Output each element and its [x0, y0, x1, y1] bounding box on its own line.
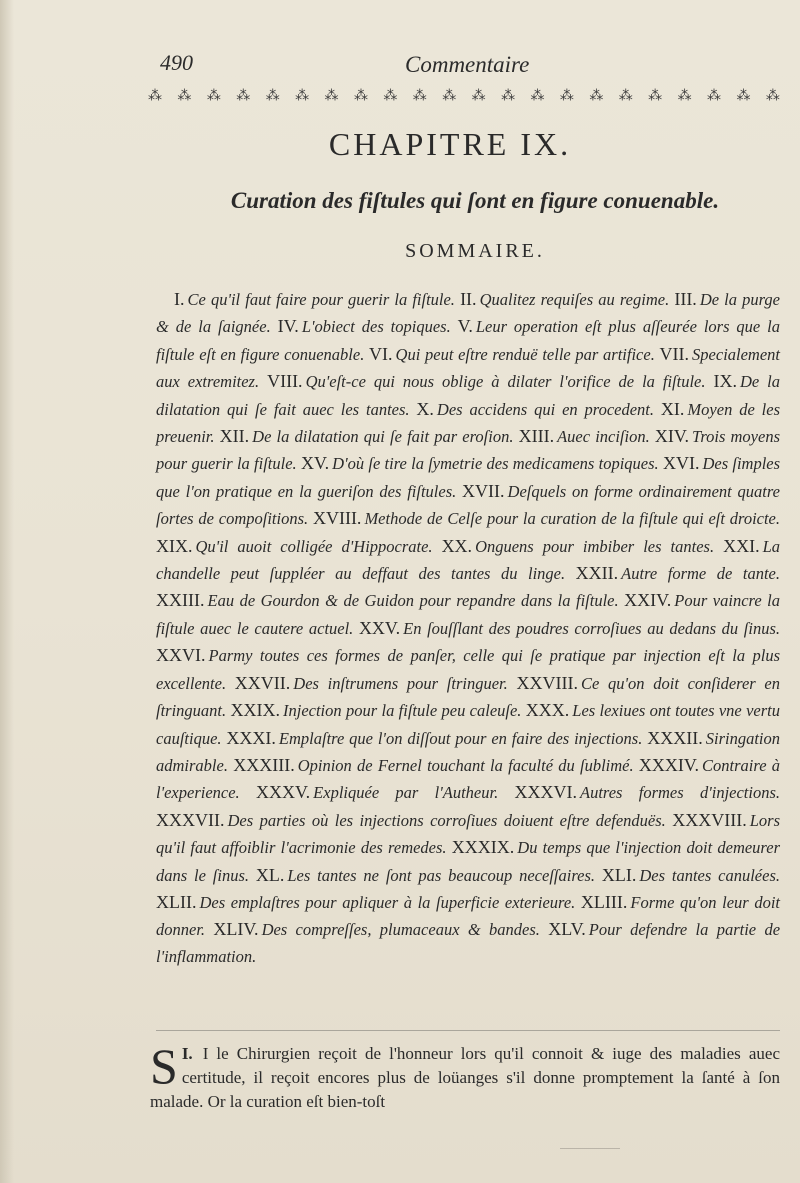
- sommaire-item-number: XXIX.: [230, 700, 280, 721]
- footer-rule: [560, 1148, 620, 1149]
- sommaire-item-number: XXX.: [525, 700, 570, 721]
- sommaire-item-number: XL.: [255, 864, 285, 885]
- sommaire-item-number: XXVI.: [156, 645, 206, 666]
- chapter-subtitle: Curation des fiſtules qui ſont en figure conuenable.: [230, 188, 720, 213]
- running-head: Commentaire: [405, 52, 530, 77]
- sommaire-item-text: De la purge & de la ſaignée.: [156, 290, 781, 337]
- dropcap-letter: S: [150, 1038, 178, 1094]
- ornament-glyph: ⁂: [501, 88, 516, 104]
- sommaire-item-number: VIII.: [267, 371, 303, 392]
- sommaire-item-text: De la dilatation qui ſe fait par eroſion.: [252, 427, 514, 447]
- sommaire-item-number: XVI.: [662, 453, 700, 474]
- ornament-glyph: ⁂: [265, 88, 280, 104]
- ornament-glyph: ⁂: [559, 88, 574, 104]
- ornament-glyph: ⁂: [677, 88, 692, 104]
- sommaire-item-text: Methode de Celſe pour la curation de la fiſtule qui eſt droicte.: [364, 509, 781, 529]
- sommaire-item-number: XLI.: [601, 864, 637, 885]
- sommaire-item-number: XV.: [300, 453, 330, 474]
- body-paragraph: [150, 1038, 780, 1114]
- sommaire-item-number: III.: [674, 289, 697, 309]
- sommaire-item-text: Injection pour la fiſtule peu caleuſe.: [282, 701, 522, 721]
- sommaire-item-text: Siringation admirable.: [156, 728, 780, 775]
- sommaire-item-text: Onguens pour imbiber les tantes.: [475, 536, 715, 556]
- sommaire-item-number: XXXIX.: [451, 837, 515, 858]
- sommaire-item-text: Ce qu'on doit conſiderer en ſtringuant.: [156, 673, 780, 721]
- sommaire-item-number: XXXVIII.: [672, 809, 747, 830]
- sommaire-item-number: XLV.: [548, 919, 586, 940]
- ornament-glyph: ⁂: [324, 88, 339, 104]
- sommaire-item-text: Des inſtrumens pour ſtringuer.: [293, 673, 508, 693]
- sommaire-item-text: Ce qu'il faut faire pour guerir la fiſtule.: [187, 290, 455, 309]
- paragraph-text: I le Chirurgien reçoit de l'honneur lors qu'il connoit & iuge des maladies auec certitude, il reçoit encores plus de loüanges s'il donne promptement la ſanté à ſon malade. Or la curation eſt bien-toſt: [150, 1044, 780, 1111]
- sommaire-item-text: L'obiect des topiques.: [301, 317, 451, 337]
- sommaire-item-text: Qui peut eſtre renduë telle par artifice.: [395, 344, 655, 364]
- sommaire-item-number: XXXIII.: [233, 754, 295, 775]
- sommaire-item-text: D'où ſe tire la ſymetrie des medicamens topiques.: [332, 454, 659, 474]
- sommaire-item-number: XXIII.: [156, 590, 205, 611]
- sommaire-item-text: Des ſimples que l'on pratique en la gueriſon des fiſtules.: [156, 454, 781, 501]
- sommaire-item-number: XXXVII.: [156, 809, 225, 830]
- sommaire-item-number: XVII.: [462, 480, 505, 501]
- sommaire-item-text: En ſouſſlant des poudres corroſiues au dedans du ſinus.: [403, 618, 781, 638]
- ornament-glyph: ⁂: [471, 88, 486, 104]
- sommaire-list: [156, 286, 780, 970]
- sommaire-item-number: XXXVI.: [514, 782, 577, 803]
- sommaire-item-text: Autres formes d'injections.: [580, 783, 781, 803]
- sommaire-item-number: XXVII.: [234, 672, 291, 693]
- sommaire-item-number: V.: [457, 316, 473, 337]
- sommaire-item-number: XXXII.: [647, 727, 703, 748]
- sommaire-item-text: Deſquels on forme ordinairement quatre ſortes de compoſitions.: [156, 481, 781, 529]
- sommaire-item-number: IV.: [277, 316, 299, 337]
- sommaire-item-number: XXIV.: [624, 590, 672, 611]
- sommaire-item-number: II.: [460, 289, 477, 309]
- sommaire-item-text: Moyen de les preuenir.: [156, 399, 780, 447]
- sommaire-item-number: XXXV.: [255, 782, 311, 803]
- sommaire-item-number: XIX.: [156, 535, 193, 556]
- sommaire-item-number: XXVIII.: [516, 672, 578, 693]
- ornament-glyph: ⁂: [236, 88, 251, 104]
- chapter-title: CHAPITRE IX.: [328, 126, 572, 162]
- sommaire-item-number: I.: [174, 289, 185, 309]
- sommaire-item-text: Des emplaſtres pour apliquer à la ſuperficie exterieure.: [199, 892, 576, 912]
- sommaire-item-text: Les lexiues ont toutes vne vertu cauſtique.: [156, 701, 780, 748]
- ornament-glyph: ⁂: [206, 88, 221, 104]
- ornament-band: [148, 88, 780, 104]
- sommaire-item-text: Du temps que l'injection doit demeurer dans le ſinus.: [156, 838, 780, 885]
- sommaire-item-text: La chandelle peut ſuppléer au deffaut des tantes du linge.: [156, 536, 781, 584]
- sommaire-item-number: XXV.: [358, 617, 401, 638]
- ornament-glyph: ⁂: [442, 88, 457, 104]
- page-number: 490: [160, 50, 193, 75]
- sommaire-item-text: Autre forme de tante.: [621, 564, 780, 584]
- ornament-glyph: ⁂: [648, 88, 663, 104]
- ornament-glyph: ⁂: [530, 88, 545, 104]
- sommaire-item-text: Lors qu'il faut affoiblir l'acrimonie des remedes.: [156, 810, 781, 858]
- sommaire-item-text: Specialement aux extremitez.: [156, 344, 781, 392]
- ornament-glyph: ⁂: [589, 88, 604, 104]
- sommaire-item-text: Emplaſtre que l'on diſſout pour en faire des injections.: [278, 728, 643, 748]
- sommaire-item-number: XXXIV.: [638, 754, 700, 775]
- ornament-glyph: ⁂: [353, 88, 368, 104]
- sommaire-item-number: XIII.: [518, 426, 555, 447]
- sommaire-item-number: XLII.: [156, 891, 197, 912]
- sommaire-item-text: Trois moyens pour guerir la fiſtule.: [156, 427, 780, 474]
- page-gutter-shadow: [0, 0, 14, 1183]
- ornament-glyph: ⁂: [148, 88, 162, 104]
- sommaire-item-number: VII.: [659, 343, 690, 364]
- sommaire-item-text: Contraire à l'experience.: [156, 755, 781, 803]
- sommaire-item-number: XI.: [660, 398, 685, 419]
- sommaire-item-number: XX.: [441, 535, 473, 556]
- sommaire-item-number: IX.: [713, 371, 737, 392]
- ornament-glyph: ⁂: [707, 88, 722, 104]
- sommaire-item-number: X.: [416, 398, 434, 419]
- sommaire-item-text: Des accidens qui en procedent.: [436, 399, 655, 419]
- ornament-glyph: ⁂: [765, 88, 780, 104]
- sommaire-item-number: XXXI.: [226, 727, 276, 748]
- sommaire-item-text: Eau de Gourdon & de Guidon pour repandre dans la fiſtule.: [207, 591, 619, 611]
- sommaire-item-number: XLIV.: [213, 919, 259, 940]
- sommaire-item-text: Leur operation eſt plus aſſeurée lors que la fiſtule eſt en figure conuenable.: [156, 317, 780, 364]
- sommaire-item-text: Forme qu'on leur doit donner.: [156, 892, 781, 940]
- sommaire-item-number: XII.: [219, 426, 250, 447]
- sommaire-heading: SOMMAIRE.: [405, 240, 545, 262]
- sommaire-item-text: Expliquée par l'Autheur.: [313, 783, 499, 803]
- sommaire-item-number: XLIII.: [580, 891, 628, 912]
- sommaire-item-number: VI.: [369, 343, 393, 364]
- sommaire-item-text: Des parties où les injections corroſiues doiuent eſtre defenduës.: [227, 810, 666, 830]
- sommaire-item-text: De la dilatation qui ſe fait auec les tantes.: [156, 372, 781, 419]
- sommaire-item-number: XXII.: [575, 563, 619, 584]
- sommaire-item-text: Auec inciſion.: [557, 427, 650, 447]
- sommaire-item-text: Opinion de Fernel touchant la faculté du ſublimé.: [297, 755, 634, 775]
- sommaire-item-text: Qu'eſt-ce qui nous oblige à dilater l'orifice de la fiſtule.: [305, 372, 706, 392]
- sommaire-item-text: Pour vaincre la fiſtule auec le cautere actuel.: [156, 591, 780, 638]
- sommaire-item-text: Les tantes ne ſont pas beaucoup neceſſaires.: [287, 865, 596, 885]
- sommaire-item-text: Parmy toutes ces formes de panſer, celle qui ſe pratique par injection eſt la plus excellente.: [156, 646, 780, 693]
- ornament-glyph: ⁂: [295, 88, 310, 104]
- section-divider: [156, 1030, 780, 1031]
- sommaire-item-text: Des tantes canulées.: [639, 865, 781, 885]
- ornament-glyph: ⁂: [618, 88, 633, 104]
- sommaire-item-text: Pour defendre la partie de l'inflammation.: [156, 920, 781, 966]
- ornament-glyph: ⁂: [736, 88, 751, 104]
- sommaire-item-text: Qualitez requiſes au regime.: [479, 290, 670, 309]
- ornament-glyph: ⁂: [412, 88, 427, 104]
- sommaire-item-number: XVIII.: [312, 508, 362, 529]
- sommaire-item-number: XXI.: [723, 535, 760, 556]
- sommaire-item-number: XIV.: [654, 426, 690, 447]
- sommaire-item-text: Des compreſſes, plumaceaux & bandes.: [261, 920, 540, 940]
- ornament-glyph: ⁂: [177, 88, 192, 104]
- paragraph-number: I.: [181, 1044, 193, 1063]
- sommaire-item-text: Qu'il auoit colligée d'Hippocrate.: [195, 536, 433, 556]
- ornament-glyph: ⁂: [383, 88, 398, 104]
